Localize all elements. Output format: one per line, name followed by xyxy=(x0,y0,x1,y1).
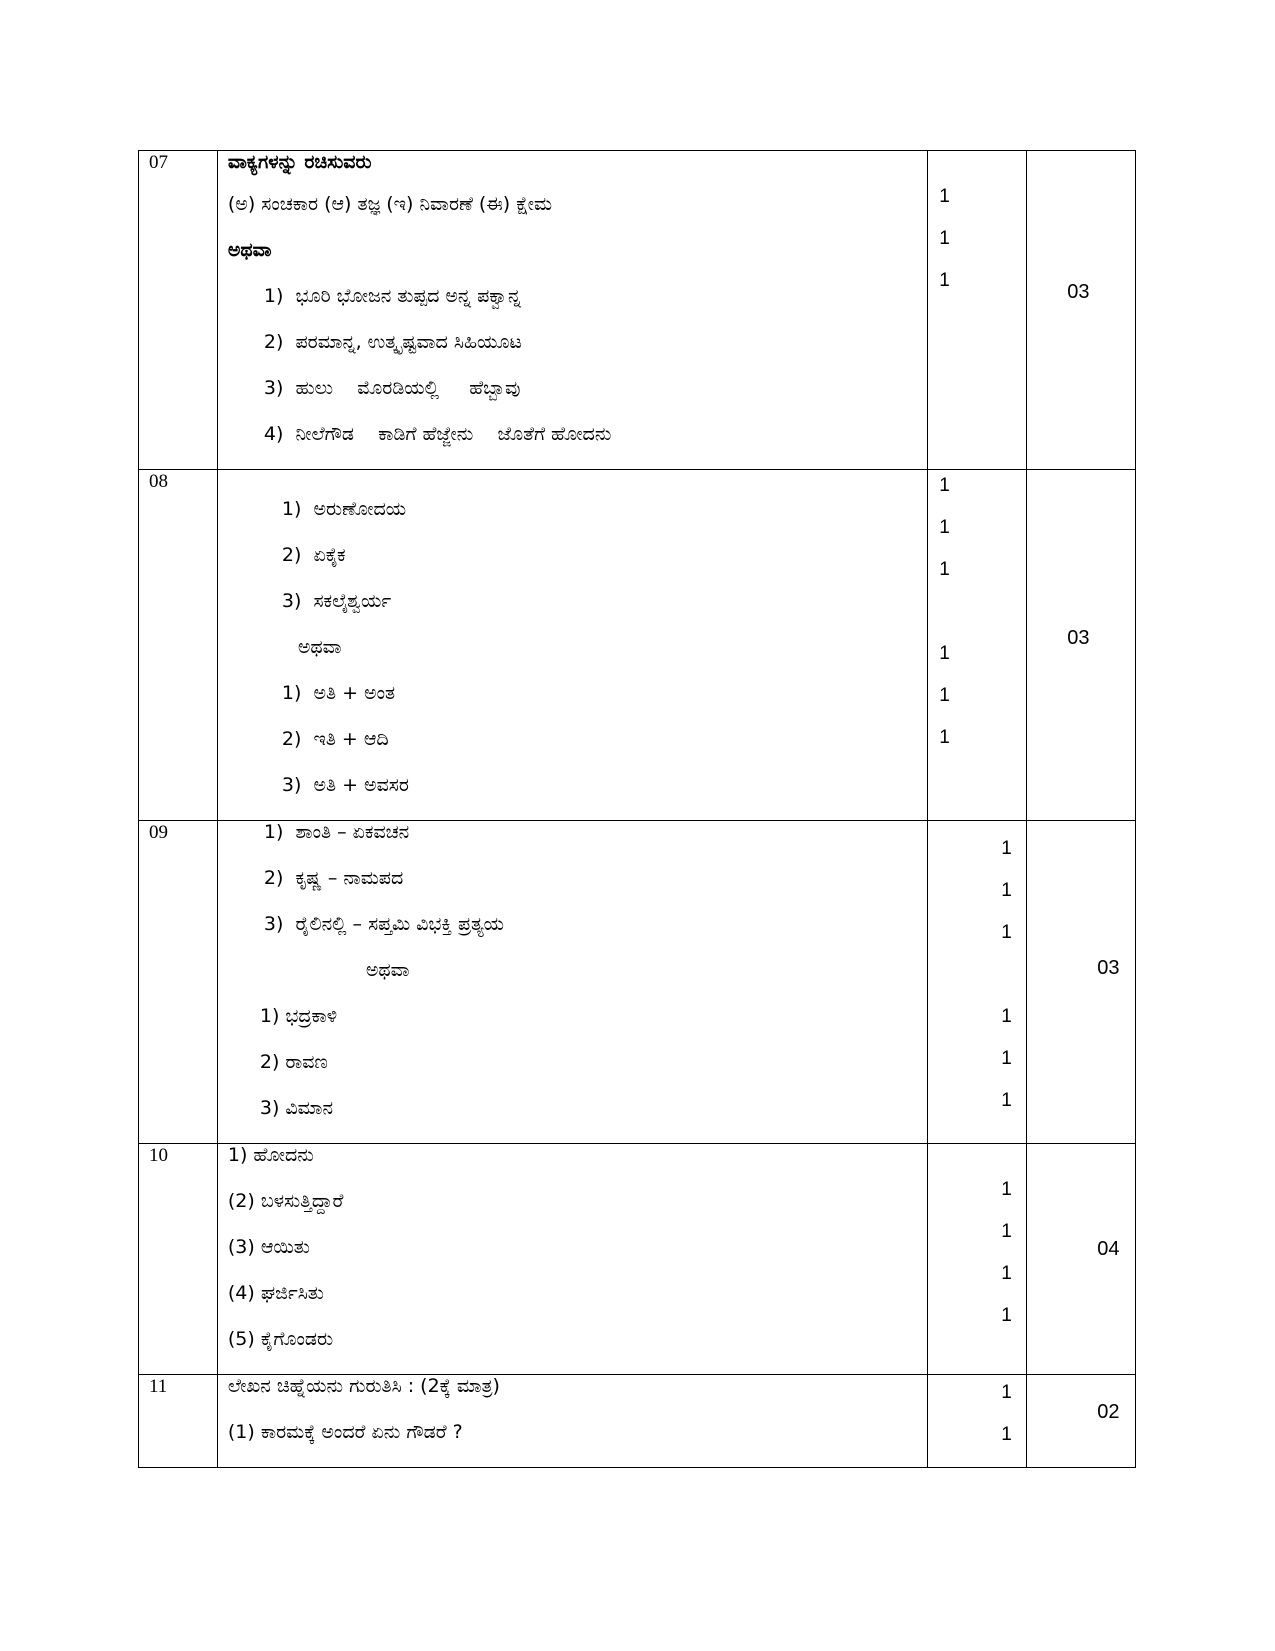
alternative-label: ಅಥವಾ xyxy=(227,239,272,261)
mark: 1 xyxy=(1001,1179,1012,1200)
answer-line: 3) ಹುಲು ಮೊರಡಿಯಲ್ಲಿ ಹೆಬ್ಬಾವು xyxy=(263,377,521,399)
total-marks: 03 xyxy=(1097,957,1120,979)
mark: 1 xyxy=(939,270,950,291)
mark: 1 xyxy=(939,186,950,207)
answer-line: ಲೇಖನ ಚಿಹ್ನೆಯನು ಗುರುತಿಸಿ : (2ಕ್ಕೆ ಮಾತ್ರ) xyxy=(227,1375,500,1397)
marks-cell xyxy=(928,821,1027,1144)
answer-line: 2) ಏಕೈಕ xyxy=(281,544,346,566)
mark: 1 xyxy=(939,475,950,496)
table-row xyxy=(139,1144,1136,1375)
total-marks-cell xyxy=(1027,821,1136,1144)
mark: 1 xyxy=(939,727,950,748)
answer-line: 2) ಇತಿ + ಆದಿ xyxy=(281,728,389,750)
question-number: 07 xyxy=(139,151,218,470)
total-marks: 03 xyxy=(1067,627,1090,649)
answer-line: 3) ಅತಿ + ಅವಸರ xyxy=(281,774,409,796)
alternative-label: ಅಥವಾ xyxy=(297,636,342,658)
mark: 1 xyxy=(1001,880,1012,901)
mark: 1 xyxy=(1001,1006,1012,1027)
answer-line: (ಅ) ಸಂಚಕಾರ (ಆ) ತಜ್ಞ (ಇ) ನಿವಾರಣೆ (ಈ) ಕ್ಷೇಮ xyxy=(227,193,553,215)
mark: 1 xyxy=(1001,1424,1012,1445)
mark: 1 xyxy=(1001,838,1012,859)
answer-line: 1) ಭೂರಿ ಭೋಜನ ತುಪ್ಪದ ಅನ್ನ ಪಕ್ವಾನ್ನ xyxy=(263,285,522,307)
question-number: 09 xyxy=(139,821,218,1144)
answer-line: 1) ಅರುಣೋದಯ xyxy=(281,498,407,520)
mark: 1 xyxy=(939,228,950,249)
mark: 1 xyxy=(1001,1090,1012,1111)
answer-line: 3) ಸಕಲೈಶ್ವರ್ಯ xyxy=(281,590,392,612)
answer-cell xyxy=(217,821,927,1144)
question-number: 08 xyxy=(139,470,218,821)
answer-cell xyxy=(217,1375,927,1468)
answer-line: 3) ವಿಮಾನ xyxy=(259,1097,334,1119)
table-row xyxy=(139,151,1136,470)
answer-line: 4) ನೀಲೆಗೌಡ ಕಾಡಿಗೆ ಹೆಜ್ಜೇನು ಜೊತೆಗೆ ಹೋದನು xyxy=(263,423,612,445)
answer-cell xyxy=(217,1144,927,1375)
marks-cell xyxy=(928,1144,1027,1375)
answer-heading: ವಾಕ್ಯಗಳನ್ನು ರಚಿಸುವರು xyxy=(227,151,372,173)
answer-line: 1) ಅತಿ + ಅಂತ xyxy=(281,682,396,704)
mark: 1 xyxy=(939,643,950,664)
total-marks-cell xyxy=(1027,1144,1136,1375)
total-marks: 03 xyxy=(1067,281,1090,303)
answer-line: (2) ಬಳಸುತ್ತಿದ್ದಾರೆ xyxy=(227,1190,344,1212)
table-row xyxy=(139,1375,1136,1468)
total-marks-cell xyxy=(1027,151,1136,470)
marks-cell xyxy=(928,470,1027,821)
answer-cell xyxy=(217,470,927,821)
marks-cell xyxy=(928,1375,1027,1468)
alternative-label: ಅಥವಾ xyxy=(365,959,410,981)
mark: 1 xyxy=(939,517,950,538)
table-row xyxy=(139,470,1136,821)
total-marks-cell xyxy=(1027,470,1136,821)
total-marks: 04 xyxy=(1097,1238,1120,1260)
question-number: 10 xyxy=(139,1144,218,1375)
answer-line: 2) ಪರಮಾನ್ನ, ಉತ್ಕೃಷ್ಟವಾದ ಸಿಹಿಯೂಟ xyxy=(263,331,522,353)
mark: 1 xyxy=(1001,1305,1012,1326)
answer-line: 1) ಭದ್ರಕಾಳಿ xyxy=(259,1005,338,1027)
question-number: 11 xyxy=(139,1375,218,1468)
total-marks-cell xyxy=(1027,1375,1136,1468)
answer-line: 1) ಹೋದನು xyxy=(227,1144,314,1166)
answer-line: 1) ಶಾಂತಿ – ಏಕವಚನ xyxy=(263,821,410,843)
answer-line: (4) ಘರ್ಜಿಸಿತು xyxy=(227,1282,324,1304)
mark: 1 xyxy=(1001,922,1012,943)
mark: 1 xyxy=(1001,1048,1012,1069)
answer-line: (3) ಆಯಿತು xyxy=(227,1236,310,1258)
mark: 1 xyxy=(1001,1263,1012,1284)
answer-key-table xyxy=(138,150,1136,1468)
table-row xyxy=(139,821,1136,1144)
answer-line: (1) ಕಾರಮಕ್ಕೆ ಅಂದರೆ ಏನು ಗೌಡರೆ ? xyxy=(227,1421,463,1443)
answer-line: 3) ರೈಲಿನಲ್ಲಿ – ಸಪ್ತಮಿ ವಿಭಕ್ತಿ ಪ್ರತ್ಯಯ xyxy=(263,913,505,935)
answer-line: 2) ರಾವಣ xyxy=(259,1051,328,1073)
answer-cell xyxy=(217,151,927,470)
mark: 1 xyxy=(1001,1382,1012,1403)
answer-line: 2) ಕೃಷ್ಣ – ನಾಮಪದ xyxy=(263,867,404,889)
total-marks: 02 xyxy=(1097,1401,1120,1423)
mark: 1 xyxy=(939,685,950,706)
answer-line: (5) ಕೈಗೊಂಡರು xyxy=(227,1328,334,1350)
mark: 1 xyxy=(1001,1221,1012,1242)
marks-cell xyxy=(928,151,1027,470)
mark: 1 xyxy=(939,559,950,580)
